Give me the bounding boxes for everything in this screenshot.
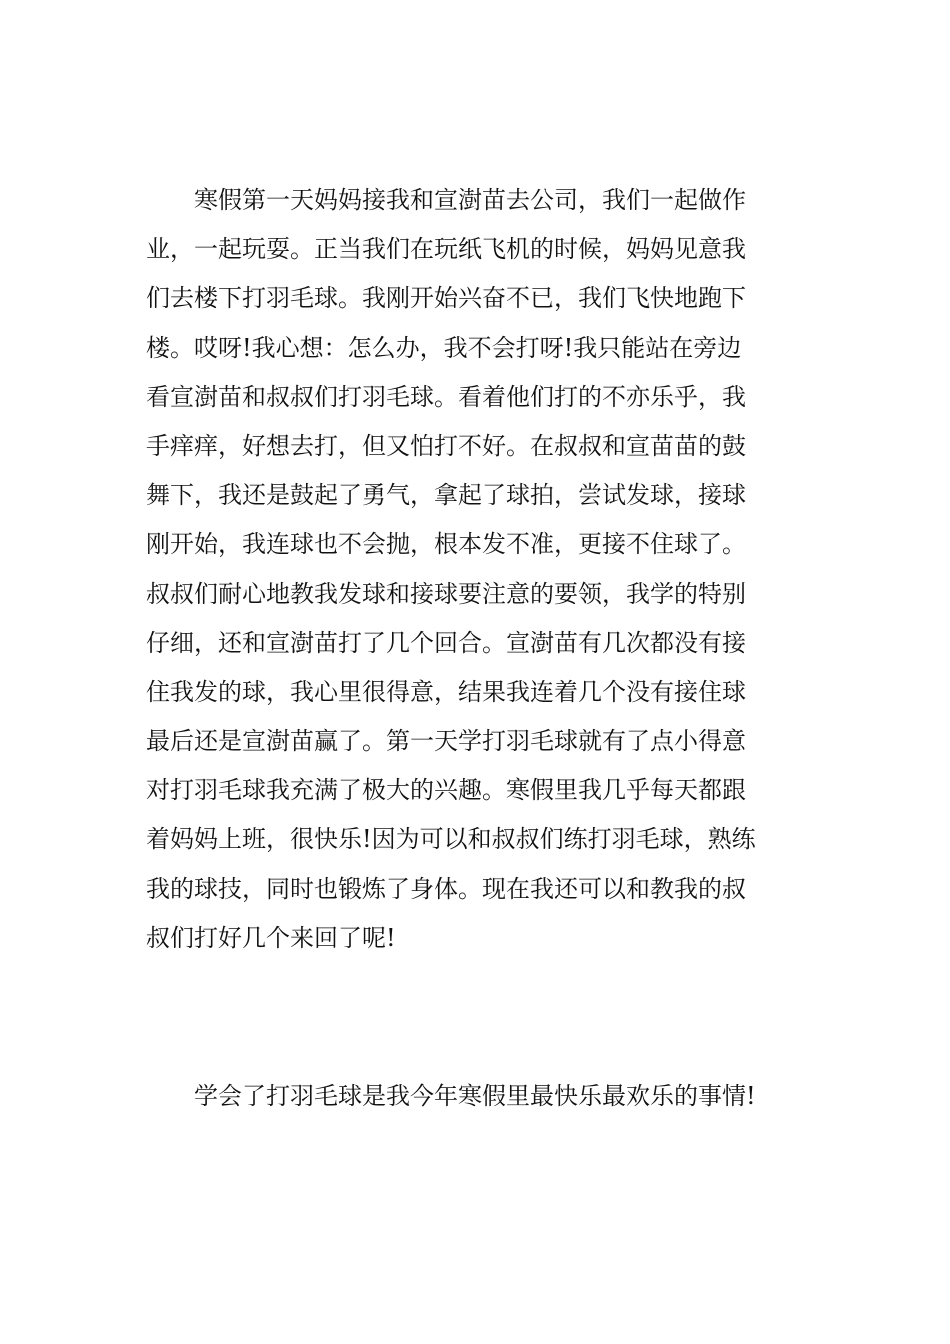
paragraph-line: 寒假第一天妈妈接我和宣澍苗去公司，我们一起做作 bbox=[194, 186, 746, 214]
paragraph-line: 们去楼下打羽毛球。我刚开始兴奋不已，我们飞快地跑下 bbox=[146, 284, 746, 313]
paragraph-line: 对打羽毛球我充满了极大的兴趣。寒假里我几乎每天都跟 bbox=[146, 776, 746, 805]
closing-paragraph bbox=[146, 1072, 808, 1121]
paragraph-line: 着妈妈上班，很快乐!因为可以和叔叔们练打羽毛球，熟练 bbox=[146, 825, 756, 854]
paragraph-line: 住我发的球，我心里很得意，结果我连着几个没有接住球 bbox=[146, 677, 746, 706]
paragraph-line: 楼。哎呀!我心想：怎么办，我不会打呀!我只能站在旁边 bbox=[146, 333, 742, 362]
paragraph-line: 手痒痒，好想去打，但又怕打不好。在叔叔和宣苗苗的鼓 bbox=[146, 431, 746, 460]
paragraph-line: 最后还是宣澍苗赢了。第一天学打羽毛球就有了点小得意 bbox=[146, 727, 746, 756]
paragraph-line: 仔细，还和宣澍苗打了几个回合。宣澍苗有几次都没有接 bbox=[146, 628, 746, 657]
paragraph-line: 叔们打好几个来回了呢! bbox=[146, 923, 396, 952]
paragraph-line: 看宣澍苗和叔叔们打羽毛球。看着他们打的不亦乐乎，我 bbox=[146, 382, 746, 411]
paragraph-line: 叔叔们耐心地教我发球和接球要注意的要领，我学的特别 bbox=[146, 579, 746, 608]
paragraph-line: 刚开始，我连球也不会抛，根本发不准，更接不住球了。 bbox=[146, 530, 746, 559]
closing-line: 学会了打羽毛球是我今年寒假里最快乐最欢乐的事情! bbox=[194, 1082, 756, 1110]
paragraph-line: 舞下，我还是鼓起了勇气，拿起了球拍，尝试发球，接球 bbox=[146, 481, 746, 510]
body-paragraph bbox=[146, 176, 808, 963]
paragraph-line: 业，一起玩耍。正当我们在玩纸飞机的时候，妈妈见意我 bbox=[146, 235, 746, 264]
paragraph-line: 我的球技，同时也锻炼了身体。现在我还可以和教我的叔 bbox=[146, 874, 746, 903]
